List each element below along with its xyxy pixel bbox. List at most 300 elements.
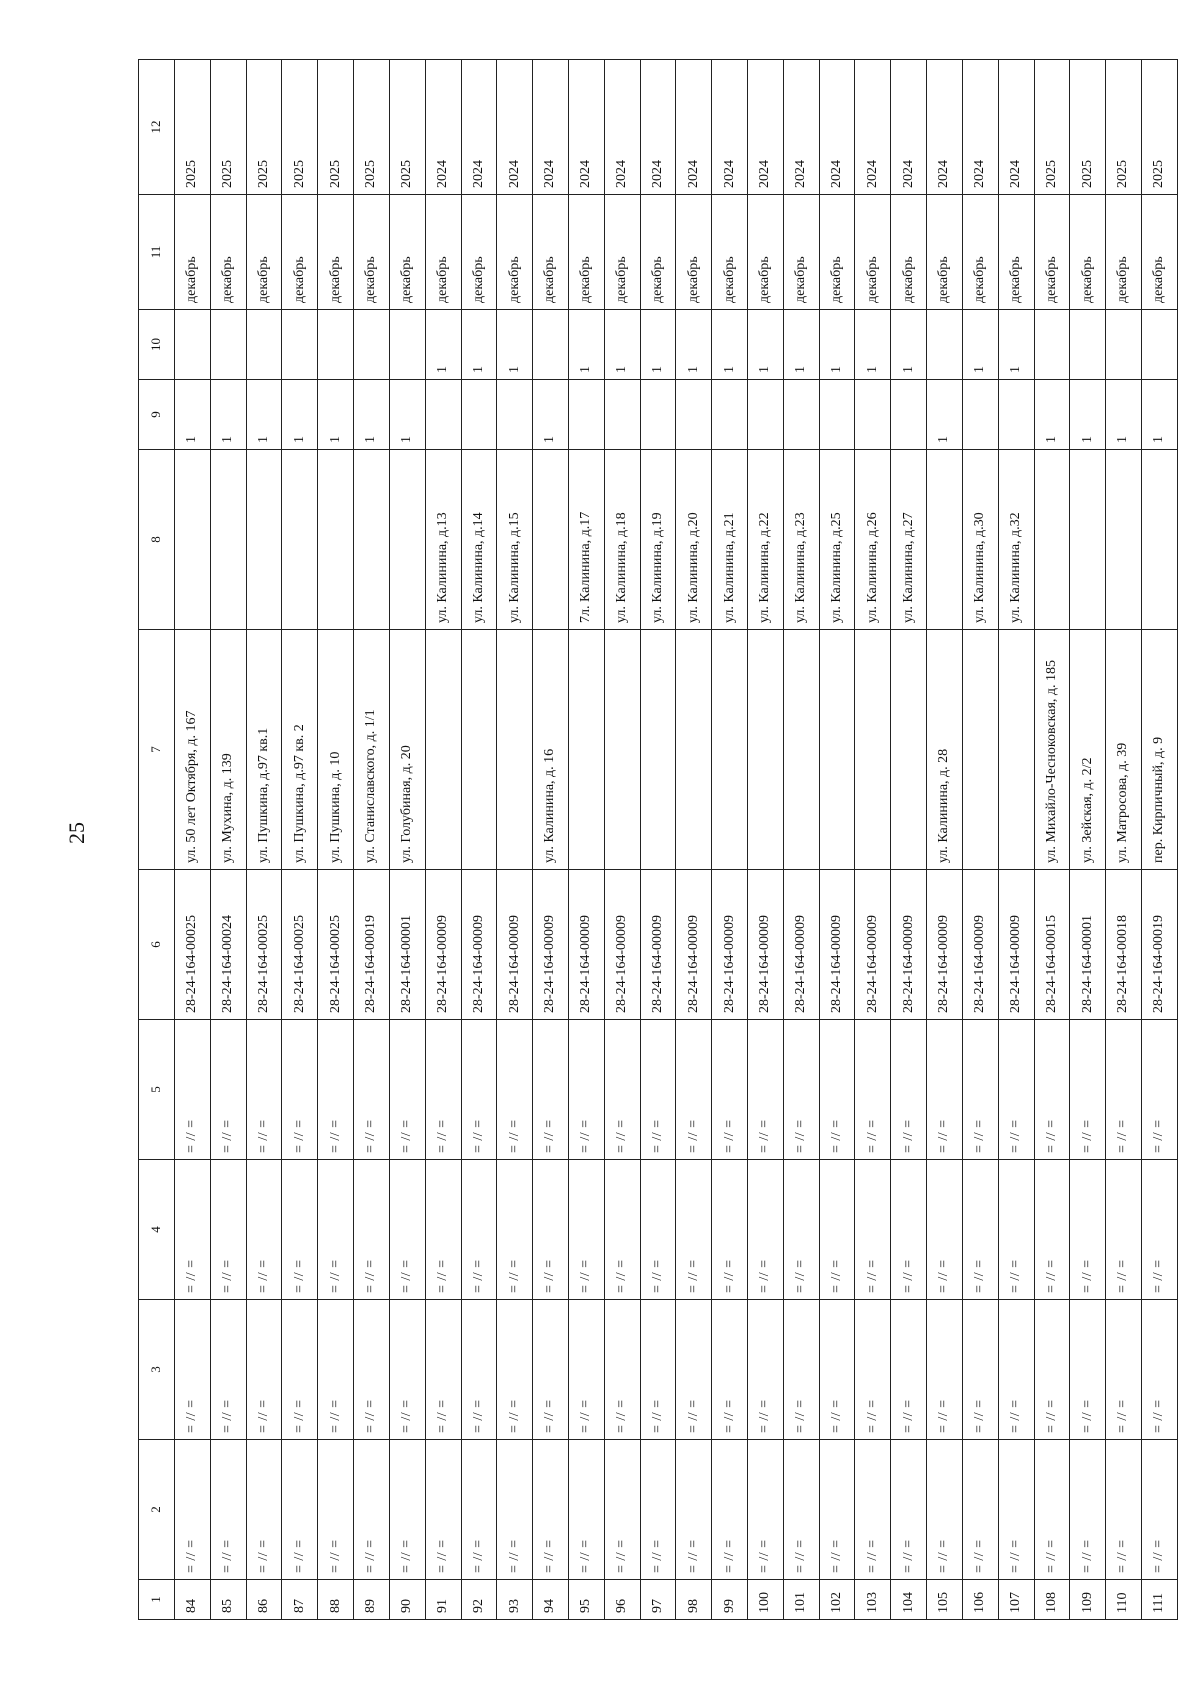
cell-c3: = // = [246,1300,282,1440]
cell-c4: = // = [318,1160,354,1300]
cell-c9: 1 [282,380,318,450]
cell-c6: 28-24-164-00009 [819,870,855,1020]
page-number: 25 [64,822,89,844]
cell-c7 [891,630,927,870]
cell-c9: 1 [389,380,425,450]
column-header-6: 6 [139,870,175,1020]
cell-c9: 1 [533,380,569,450]
table-row [425,60,461,1620]
cell-c8 [210,450,246,630]
cell-c11: декабрь [425,195,461,310]
cell-c2: = // = [354,1440,390,1580]
cell-c2: = // = [998,1440,1034,1580]
cell-c2: = // = [1141,1440,1177,1580]
cell-c4: = // = [712,1160,748,1300]
cell-c10 [246,310,282,380]
cell-c3: = // = [1034,1300,1070,1440]
cell-c2: = // = [676,1440,712,1580]
cell-c8: ул. Калинина, д.30 [962,450,998,630]
cell-c11: декабрь [533,195,569,310]
cell-c8: ул. Калинина, д.22 [748,450,784,630]
cell-c12: 2025 [1106,60,1142,195]
cell-c10: 1 [568,310,604,380]
column-header-8: 8 [139,450,175,630]
cell-c7: ул. 50 лет Октября, д. 167 [175,630,211,870]
table-row [855,60,891,1620]
table-row [497,60,533,1620]
cell-c2: = // = [533,1440,569,1580]
cell-c2: = // = [1106,1440,1142,1580]
cell-c11: декабрь [640,195,676,310]
cell-n: 94 [533,1580,569,1620]
cell-c5: = // = [819,1020,855,1160]
cell-c11: декабрь [712,195,748,310]
cell-c8 [354,450,390,630]
cell-c5: = // = [604,1020,640,1160]
cell-c9: 1 [246,380,282,450]
cell-c3: = // = [998,1300,1034,1440]
cell-c9: 1 [1106,380,1142,450]
header-row [139,60,175,1620]
cell-c8: ул. Калинина, д.18 [604,450,640,630]
cell-c10 [1070,310,1106,380]
cell-n: 97 [640,1580,676,1620]
cell-c3: = // = [389,1300,425,1440]
cell-c3: = // = [1106,1300,1142,1440]
cell-n: 95 [568,1580,604,1620]
cell-c3: = // = [748,1300,784,1440]
cell-c4: = // = [962,1160,998,1300]
cell-c3: = // = [1141,1300,1177,1440]
cell-c12: 2025 [1034,60,1070,195]
cell-n: 88 [318,1580,354,1620]
cell-c12: 2025 [175,60,211,195]
cell-c11: декабрь [855,195,891,310]
cell-c7: ул. Зейская, д. 2/2 [1070,630,1106,870]
table-row [175,60,211,1620]
cell-c9: 1 [1070,380,1106,450]
cell-c9: 1 [210,380,246,450]
table-row [748,60,784,1620]
cell-n: 108 [1034,1580,1070,1620]
cell-c4: = // = [246,1160,282,1300]
cell-c8: ул. Калинина, д.13 [425,450,461,630]
cell-c8: ул. Калинина, д.14 [461,450,497,630]
cell-c9: 1 [354,380,390,450]
cell-c4: = // = [640,1160,676,1300]
cell-c3: = // = [282,1300,318,1440]
table-row [246,60,282,1620]
cell-c12: 2024 [783,60,819,195]
cell-c12: 2024 [855,60,891,195]
table-row [1106,60,1142,1620]
cell-c3: = // = [783,1300,819,1440]
cell-c7 [855,630,891,870]
cell-c10: 1 [891,310,927,380]
cell-c3: = // = [819,1300,855,1440]
cell-c10: 1 [604,310,640,380]
cell-c11: декабрь [318,195,354,310]
cell-c12: 2024 [497,60,533,195]
cell-c10 [533,310,569,380]
column-header-10: 10 [139,310,175,380]
cell-c5: = // = [497,1020,533,1160]
cell-c9 [676,380,712,450]
cell-c12: 2024 [891,60,927,195]
cell-c2: = // = [461,1440,497,1580]
cell-c7: ул. Калинина, д. 28 [927,630,963,870]
cell-c7 [461,630,497,870]
cell-c3: = // = [461,1300,497,1440]
cell-c2: = // = [891,1440,927,1580]
cell-c4: = // = [354,1160,390,1300]
cell-c11: декабрь [748,195,784,310]
cell-c12: 2025 [1141,60,1177,195]
cell-c5: = // = [927,1020,963,1160]
cell-n: 101 [783,1580,819,1620]
cell-c6: 28-24-164-00019 [1141,870,1177,1020]
cell-c3: = // = [568,1300,604,1440]
table-row [533,60,569,1620]
cell-n: 84 [175,1580,211,1620]
cell-c6: 28-24-164-00009 [998,870,1034,1020]
cell-c6: 28-24-164-00009 [962,870,998,1020]
cell-c11: декабрь [604,195,640,310]
cell-c4: = // = [389,1160,425,1300]
cell-c9 [855,380,891,450]
column-header-7: 7 [139,630,175,870]
cell-c7: ул. Мухина, д. 139 [210,630,246,870]
cell-c9 [998,380,1034,450]
cell-c12: 2024 [533,60,569,195]
cell-c3: = // = [604,1300,640,1440]
cell-c12: 2024 [604,60,640,195]
cell-c9 [962,380,998,450]
cell-c5: = // = [354,1020,390,1160]
cell-c5: = // = [855,1020,891,1160]
cell-c5: = // = [676,1020,712,1160]
cell-c10 [175,310,211,380]
cell-c4: = // = [819,1160,855,1300]
cell-c2: = // = [1070,1440,1106,1580]
cell-c8 [246,450,282,630]
cell-c7: пер. Кирпичный, д. 9 [1141,630,1177,870]
cell-c4: = // = [748,1160,784,1300]
cell-c12: 2024 [962,60,998,195]
cell-n: 103 [855,1580,891,1620]
cell-c6: 28-24-164-00009 [748,870,784,1020]
cell-c11: декабрь [1106,195,1142,310]
cell-c4: = // = [604,1160,640,1300]
cell-c9 [640,380,676,450]
cell-c3: = // = [676,1300,712,1440]
cell-c7 [783,630,819,870]
cell-c2: = // = [175,1440,211,1580]
cell-c3: = // = [210,1300,246,1440]
cell-c3: = // = [318,1300,354,1440]
cell-c11: декабрь [676,195,712,310]
table-row [640,60,676,1620]
cell-c8 [1141,450,1177,630]
cell-c12: 2024 [568,60,604,195]
cell-c6: 28-24-164-00009 [533,870,569,1020]
cell-c10: 1 [819,310,855,380]
cell-c2: = // = [318,1440,354,1580]
cell-c6: 28-24-164-00009 [676,870,712,1020]
cell-c3: = // = [855,1300,891,1440]
cell-c3: = // = [927,1300,963,1440]
cell-c8: ул. Калинина, д.21 [712,450,748,630]
cell-c6: 28-24-164-00009 [783,870,819,1020]
cell-c7: ул. Пушкина, д. 10 [318,630,354,870]
cell-c11: декабрь [389,195,425,310]
cell-c9 [819,380,855,450]
cell-c5: = // = [389,1020,425,1160]
cell-n: 90 [389,1580,425,1620]
cell-c2: = // = [389,1440,425,1580]
cell-c10 [318,310,354,380]
cell-n: 91 [425,1580,461,1620]
cell-c5: = // = [998,1020,1034,1160]
rotated-table-wrapper [138,60,1178,1620]
cell-c11: декабрь [962,195,998,310]
cell-c9 [748,380,784,450]
cell-c10: 1 [783,310,819,380]
cell-c2: = // = [640,1440,676,1580]
cell-c3: = // = [891,1300,927,1440]
cell-c4: = // = [568,1160,604,1300]
cell-c5: = // = [282,1020,318,1160]
cell-c11: декабрь [783,195,819,310]
cell-c7 [819,630,855,870]
column-header-5: 5 [139,1020,175,1160]
cell-c5: = // = [461,1020,497,1160]
cell-c8: ул. Калинина, д.25 [819,450,855,630]
cell-c2: = // = [282,1440,318,1580]
column-header-11: 11 [139,195,175,310]
cell-c10 [282,310,318,380]
cell-c10 [210,310,246,380]
cell-c6: 28-24-164-00009 [425,870,461,1020]
cell-n: 107 [998,1580,1034,1620]
cell-c4: = // = [533,1160,569,1300]
cell-c7: ул. Калинина, д. 16 [533,630,569,870]
cell-c4: = // = [1070,1160,1106,1300]
cell-c5: = // = [533,1020,569,1160]
cell-c10: 1 [497,310,533,380]
cell-c8: ул. Калинина, д.19 [640,450,676,630]
cell-c6: 28-24-164-00015 [1034,870,1070,1020]
cell-c10: 1 [855,310,891,380]
cell-c8: ул. Калинина, д.27 [891,450,927,630]
cell-c12: 2024 [640,60,676,195]
cell-c2: = // = [712,1440,748,1580]
cell-c12: 2025 [318,60,354,195]
cell-c3: = // = [354,1300,390,1440]
cell-c10 [389,310,425,380]
cell-c5: = // = [1070,1020,1106,1160]
cell-c8 [1034,450,1070,630]
cell-c9 [891,380,927,450]
table-row [568,60,604,1620]
cell-c10: 1 [748,310,784,380]
cell-c10: 1 [962,310,998,380]
cell-n: 102 [819,1580,855,1620]
cell-c6: 28-24-164-00001 [389,870,425,1020]
cell-c10: 1 [640,310,676,380]
cell-c3: = // = [425,1300,461,1440]
cell-c10: 1 [461,310,497,380]
cell-c2: = // = [783,1440,819,1580]
cell-c4: = // = [1034,1160,1070,1300]
cell-n: 89 [354,1580,390,1620]
cell-c5: = // = [748,1020,784,1160]
cell-c5: = // = [712,1020,748,1160]
cell-c10: 1 [998,310,1034,380]
cell-n: 92 [461,1580,497,1620]
table-row [712,60,748,1620]
cell-c10: 1 [425,310,461,380]
cell-c10 [1034,310,1070,380]
cell-c8 [1106,450,1142,630]
cell-c5: = // = [568,1020,604,1160]
table-row [819,60,855,1620]
cell-c11: декабрь [998,195,1034,310]
cell-c6: 28-24-164-00009 [604,870,640,1020]
cell-c12: 2025 [1070,60,1106,195]
column-header-4: 4 [139,1160,175,1300]
cell-c4: = // = [1141,1160,1177,1300]
cell-c2: = // = [568,1440,604,1580]
cell-c4: = // = [783,1160,819,1300]
cell-c7 [748,630,784,870]
cell-c7: ул. Пушкина, д.97 кв.1 [246,630,282,870]
cell-c7 [640,630,676,870]
cell-c12: 2024 [676,60,712,195]
cell-c12: 2025 [282,60,318,195]
cell-c6: 28-24-164-00025 [175,870,211,1020]
cell-c2: = // = [246,1440,282,1580]
cell-c8: ул. Калинина, д.20 [676,450,712,630]
cell-c6: 28-24-164-00009 [712,870,748,1020]
table-row [783,60,819,1620]
cell-c9 [712,380,748,450]
cell-c4: = // = [998,1160,1034,1300]
cell-c7 [712,630,748,870]
cell-c6: 28-24-164-00009 [461,870,497,1020]
cell-c2: = // = [927,1440,963,1580]
cell-c11: декабрь [210,195,246,310]
cell-c11: декабрь [175,195,211,310]
cell-c7: ул. Голубиная, д. 20 [389,630,425,870]
table-row [962,60,998,1620]
cell-c5: = // = [246,1020,282,1160]
cell-c6: 28-24-164-00024 [210,870,246,1020]
table-row [1070,60,1106,1620]
cell-n: 93 [497,1580,533,1620]
cell-c8 [282,450,318,630]
cell-c4: = // = [210,1160,246,1300]
cell-c10 [1141,310,1177,380]
table-row [891,60,927,1620]
cell-c4: = // = [425,1160,461,1300]
cell-c6: 28-24-164-00025 [282,870,318,1020]
cell-c10 [1106,310,1142,380]
cell-c10 [927,310,963,380]
cell-c7 [962,630,998,870]
cell-n: 98 [676,1580,712,1620]
cell-c11: декабрь [568,195,604,310]
table-row [389,60,425,1620]
cell-c3: = // = [640,1300,676,1440]
cell-n: 110 [1106,1580,1142,1620]
table-row [1034,60,1070,1620]
column-header-3: 3 [139,1300,175,1440]
table-sheet [138,60,1178,1620]
cell-c12: 2024 [425,60,461,195]
cell-c3: = // = [175,1300,211,1440]
cell-c8 [533,450,569,630]
cell-c6: 28-24-164-00019 [354,870,390,1020]
cell-c2: = // = [855,1440,891,1580]
cell-c5: = // = [783,1020,819,1160]
cell-c12: 2024 [748,60,784,195]
column-header-2: 2 [139,1440,175,1580]
cell-c9 [783,380,819,450]
cell-c11: декабрь [927,195,963,310]
cell-c5: = // = [891,1020,927,1160]
cell-c8 [927,450,963,630]
cell-c6: 28-24-164-00009 [891,870,927,1020]
table-row [998,60,1034,1620]
cell-c6: 28-24-164-00009 [568,870,604,1020]
cell-c4: = // = [497,1160,533,1300]
cell-n: 109 [1070,1580,1106,1620]
cell-c3: = // = [962,1300,998,1440]
cell-c5: = // = [962,1020,998,1160]
cell-c11: декабрь [497,195,533,310]
cell-c5: = // = [640,1020,676,1160]
cell-c12: 2024 [927,60,963,195]
cell-c7 [604,630,640,870]
cell-c9 [425,380,461,450]
cell-c8: ул. Калинина, д.15 [497,450,533,630]
cell-c4: = // = [927,1160,963,1300]
cell-c9: 1 [1034,380,1070,450]
cell-c7 [676,630,712,870]
cell-c6: 28-24-164-00025 [246,870,282,1020]
cell-n: 96 [604,1580,640,1620]
cell-c11: декабрь [461,195,497,310]
table-row [927,60,963,1620]
cell-n: 111 [1141,1580,1177,1620]
cell-c12: 2024 [461,60,497,195]
cell-c8: ул. Калинина, д.26 [855,450,891,630]
cell-c12: 2025 [210,60,246,195]
cell-c2: = // = [962,1440,998,1580]
table-row [210,60,246,1620]
cell-n: 99 [712,1580,748,1620]
cell-c5: = // = [175,1020,211,1160]
column-header-9: 9 [139,380,175,450]
cell-c9 [497,380,533,450]
table-row [282,60,318,1620]
cell-c6: 28-24-164-00009 [640,870,676,1020]
cell-c6: 28-24-164-00009 [497,870,533,1020]
cell-c7: ул. Матросова, д. 39 [1106,630,1142,870]
cell-c12: 2024 [819,60,855,195]
cell-n: 104 [891,1580,927,1620]
